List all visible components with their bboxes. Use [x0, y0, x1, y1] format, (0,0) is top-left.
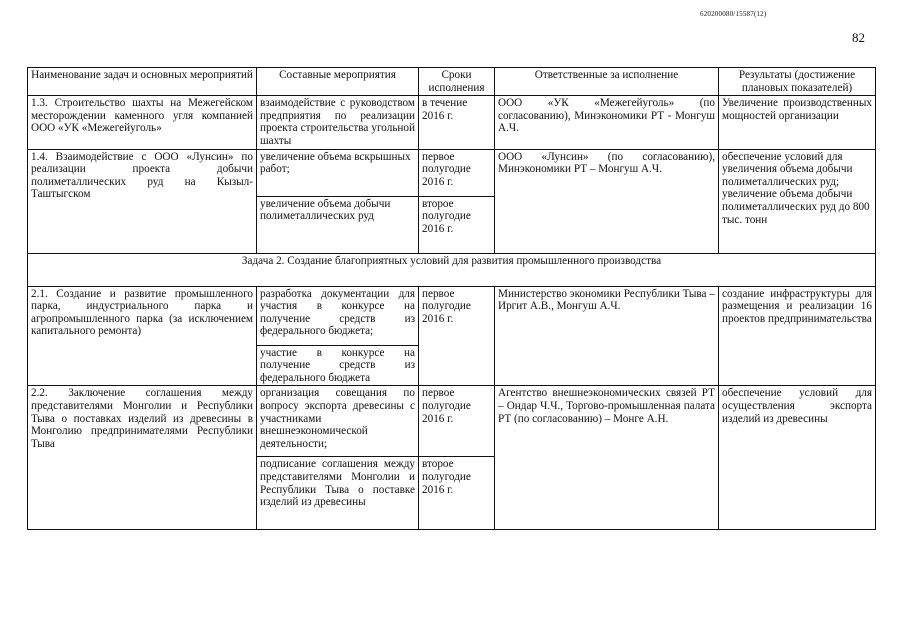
page-number: 82: [852, 30, 865, 45]
col-header-term: Сроки исполнения: [419, 68, 495, 96]
table-row: [28, 286, 876, 345]
row-2-2-result: обеспечение условий для осуществления экспорта изделий из древесины: [719, 386, 876, 530]
row-1-3-resp: ООО «УК «Межегейуголь» (по согласованию), Минэкономики РТ - Монгуш А.Ч.: [495, 96, 719, 149]
row-2-1-name: 2.1. Создание и развитие промышленного парка, индустриального парка и агропромышленного парка (за исключением капитального ремонта): [28, 286, 257, 386]
table-row: [28, 386, 876, 457]
row-1-4-term-2: второе полугодие 2016 г.: [419, 196, 495, 253]
row-1-4-name: 1.4. Взаимодействие с ООО «Лунсин» по реализации проекта добычи полиметаллических руд на Кызыл-Таштыгском: [28, 149, 257, 253]
row-2-1-sub-1: разработка документации для участия в конкурсе на получение средств из федерального бюджета;: [257, 286, 419, 345]
row-2-1-result: создание инфраструктуры для размещения и реализации 16 проектов предпринимательства: [719, 286, 876, 386]
table-header-row: [28, 68, 876, 96]
row-2-1-term: первое полугодие 2016 г.: [419, 286, 495, 386]
task-2-heading: Задача 2. Создание благоприятных условий для развития промышленного производства: [28, 253, 876, 286]
row-2-2-term-2: второе полугодие 2016 г.: [419, 457, 495, 530]
row-2-2-term-1: первое полугодие 2016 г.: [419, 386, 495, 457]
row-2-2-sub-2: подписание соглашения между представителями Монголии и Республики Тыва о поставке изделий из древесины: [257, 457, 419, 530]
table-row: [28, 96, 876, 149]
row-1-4-sub-2: увеличение объема добычи полиметаллических руд: [257, 196, 419, 253]
row-1-4-sub-1: увеличение объема вскрышных работ;: [257, 149, 419, 196]
table-row: [28, 149, 876, 196]
row-2-2-resp: Агентство внешнеэкономических связей РТ – Ондар Ч.Ч., Торгово-промышленная палата РТ (по согласованию) – Монге А.Н.: [495, 386, 719, 530]
row-1-3-term: в течение 2016 г.: [419, 96, 495, 149]
col-header-name: Наименование задач и основных мероприятий: [28, 68, 257, 96]
row-2-2-name: 2.2. Заключение соглашения между представителями Монголии и Республики Тыва о поставках изделий из древесины в Монголию предпринимателями Республики Тыва: [28, 386, 257, 530]
row-1-3-result: Увеличение производственных мощностей организации: [719, 96, 876, 149]
col-header-result: Результаты (достижение плановых показателей): [719, 68, 876, 96]
row-1-4-term-1: первое полугодие 2016 г.: [419, 149, 495, 196]
plan-table: [27, 67, 876, 530]
col-header-resp: Ответственные за исполнение: [495, 68, 719, 96]
row-1-4-result: обеспечение условий для увеличения объема добычи полиметаллических руд; увеличение объема добычи полиметаллических руд до 800 тыс. тонн: [719, 149, 876, 253]
task-heading-row: [28, 253, 876, 286]
row-2-1-resp: Министерство экономики Республики Тыва – Иргит А.В., Монгуш А.Ч.: [495, 286, 719, 386]
document-id: 620200080/15587(12): [700, 10, 767, 18]
row-1-3-name: 1.3. Строительство шахты на Межегейском месторождении каменного угля компанией ООО «УК «Межегейуголь»: [28, 96, 257, 149]
row-2-2-sub-1: организация совещания по вопросу экспорта древесины с участниками внешнеэкономической деятельности;: [257, 386, 419, 457]
row-2-1-sub-2: участие в конкурсе на получение средств из федерального бюджета: [257, 345, 419, 386]
row-1-4-resp: ООО «Лунсин» (по согласованию), Минэкономики РТ – Монгуш А.Ч.: [495, 149, 719, 253]
row-1-3-sub: взаимодействие с руководством предприятия по реализации проекта строительства угольной шахты: [257, 96, 419, 149]
col-header-sub: Составные мероприятия: [257, 68, 419, 96]
